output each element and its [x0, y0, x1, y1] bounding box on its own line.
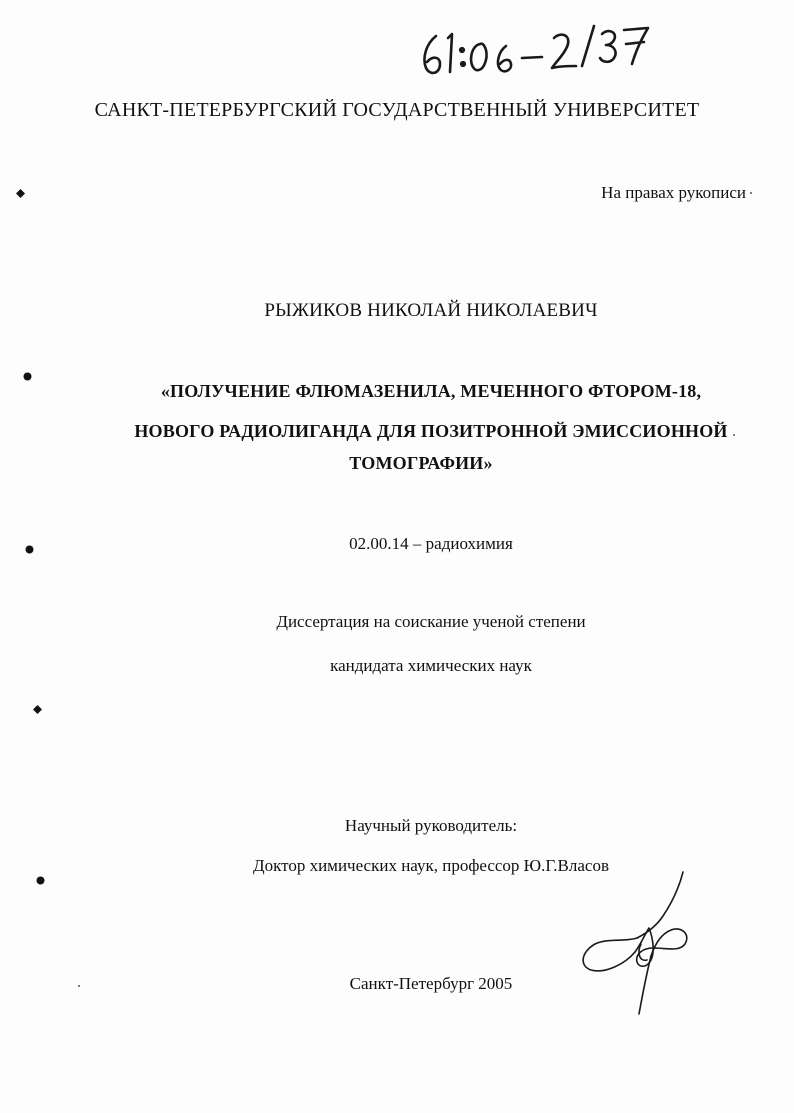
supervisor-name: Доктор химических наук, профессор Ю.Г.Власов	[253, 856, 609, 875]
scan-speck	[733, 434, 735, 436]
specialty-code: 02.00.14 – радиохимия	[349, 534, 513, 553]
binding-hole-icon	[33, 705, 42, 714]
binding-hole-icon	[36, 876, 45, 885]
thesis-title-line-1: «ПОЛУЧЕНИЕ ФЛЮМАЗЕНИЛА, МЕЧЕННОГО ФТОРОМ-18,	[160, 381, 702, 401]
author-name: РЫЖИКОВ НИКОЛАЙ НИКОЛАЕВИЧ	[264, 300, 598, 321]
thesis-title-line-3: ТОМОГРАФИИ»	[349, 453, 493, 473]
binding-hole-icon	[23, 372, 32, 381]
degree-line-2: кандидата химических наук	[330, 656, 532, 675]
binding-hole-icon	[16, 189, 25, 198]
degree-line-1: Диссертация на соискание ученой степени	[276, 612, 586, 631]
scan-speck	[78, 985, 80, 987]
scan-speck	[750, 192, 752, 194]
city-year: Санкт-Петербург 2005	[349, 974, 513, 993]
binding-hole-icon	[25, 545, 34, 554]
archive-code-handwriting-icon	[418, 14, 658, 84]
thesis-title-line-2: НОВОГО РАДИОЛИГАНДА ДЛЯ ПОЗИТРОННОЙ ЭМИССИОННОЙ	[134, 421, 728, 441]
manuscript-note: На правах рукописи	[601, 183, 746, 202]
university-name: САНКТ-ПЕТЕРБУРГСКИЙ ГОСУДАРСТВЕННЫЙ УНИВЕРСИТЕТ	[94, 99, 700, 121]
signature-icon	[575, 868, 695, 1018]
supervisor-label: Научный руководитель:	[344, 816, 518, 835]
